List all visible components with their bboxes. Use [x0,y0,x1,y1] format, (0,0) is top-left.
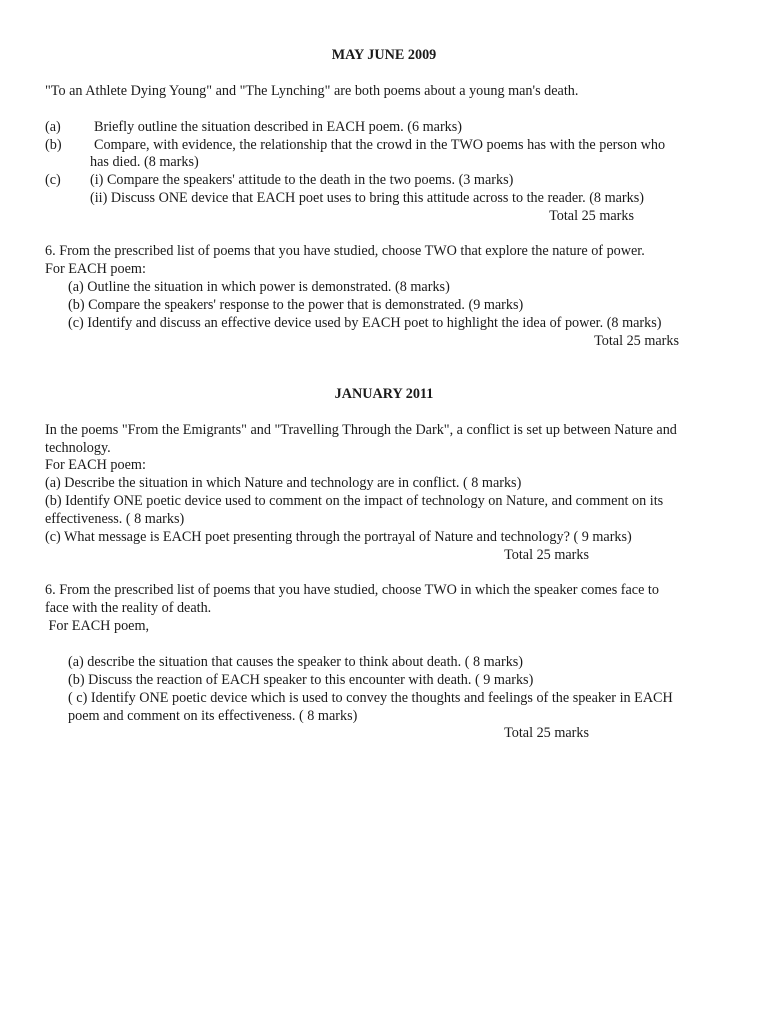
part-label-a: (a) [45,119,61,135]
part-text-a: (a) Describe the situation in which Nature and technology are in conflict. ( 8 marks) [45,475,522,491]
for-each-poem: For EACH poem, [45,618,150,634]
question-intro-line1: In the poems "From the Emigrants" and "Travelling Through the Dark", a conflict is set up between Nature and [45,422,677,438]
q6-part-a: (a) Outline the situation in which power is demonstrated. (8 marks) [68,279,450,295]
section-heading-may-june-2009: MAY JUNE 2009 [331,47,437,63]
section-heading-january-2011: JANUARY 2011 [334,386,434,402]
total-marks: Total 25 marks [504,725,589,741]
q6-part-b: (b) Discuss the reaction of EACH speaker to this encounter with death. ( 9 marks) [68,672,534,688]
question-6-intro: 6. From the prescribed list of poems that you have studied, choose TWO that explore the nature of power. [45,243,645,259]
part-label-c: (c) [45,172,61,188]
question-6-intro-line1: 6. From the prescribed list of poems that you have studied, choose TWO in which the speaker comes face to [45,582,659,598]
q6-part-c-line2: poem and comment on its effectiveness. ( 8 marks) [68,708,358,724]
part-text-c-i: (i) Compare the speakers' attitude to the death in the two poems. (3 marks) [90,172,514,188]
part-text-a: Briefly outline the situation described in EACH poem. (6 marks) [94,119,463,135]
q6-part-a: (a) describe the situation that causes the speaker to think about death. ( 8 marks) [68,654,524,670]
question-6-intro-line2: face with the reality of death. [45,600,212,616]
q6-part-c-line1: ( c) Identify ONE poetic device which is used to convey the thoughts and feelings of the speaker in EACH [68,690,673,706]
for-each-poem: For EACH poem: [45,261,146,277]
total-marks: Total 25 marks [549,208,634,224]
part-text-c-ii: (ii) Discuss ONE device that EACH poet uses to bring this attitude across to the reader. (8 marks) [90,190,644,206]
question-intro: "To an Athlete Dying Young" and "The Lynching" are both poems about a young man's death. [45,83,579,99]
for-each-poem: For EACH poem: [45,457,146,473]
part-text-b-line2: has died. (8 marks) [90,154,199,170]
part-text-c: (c) What message is EACH poet presenting through the portrayal of Nature and technology? ( 9 marks) [45,529,632,545]
part-label-b: (b) [45,137,62,153]
question-intro-line2: technology. [45,440,111,456]
part-text-b-line2: effectiveness. ( 8 marks) [45,511,185,527]
total-marks: Total 25 marks [594,333,679,349]
q6-part-b: (b) Compare the speakers' response to the power that is demonstrated. (9 marks) [68,297,524,313]
q6-part-c: (c) Identify and discuss an effective device used by EACH poet to highlight the idea of power. (8 marks) [68,315,662,331]
part-text-b-line1: Compare, with evidence, the relationship that the crowd in the TWO poems has with the person who [94,137,666,153]
total-marks: Total 25 marks [504,547,589,563]
part-text-b-line1: (b) Identify ONE poetic device used to comment on the impact of technology on Nature, and comment on its [45,493,664,509]
